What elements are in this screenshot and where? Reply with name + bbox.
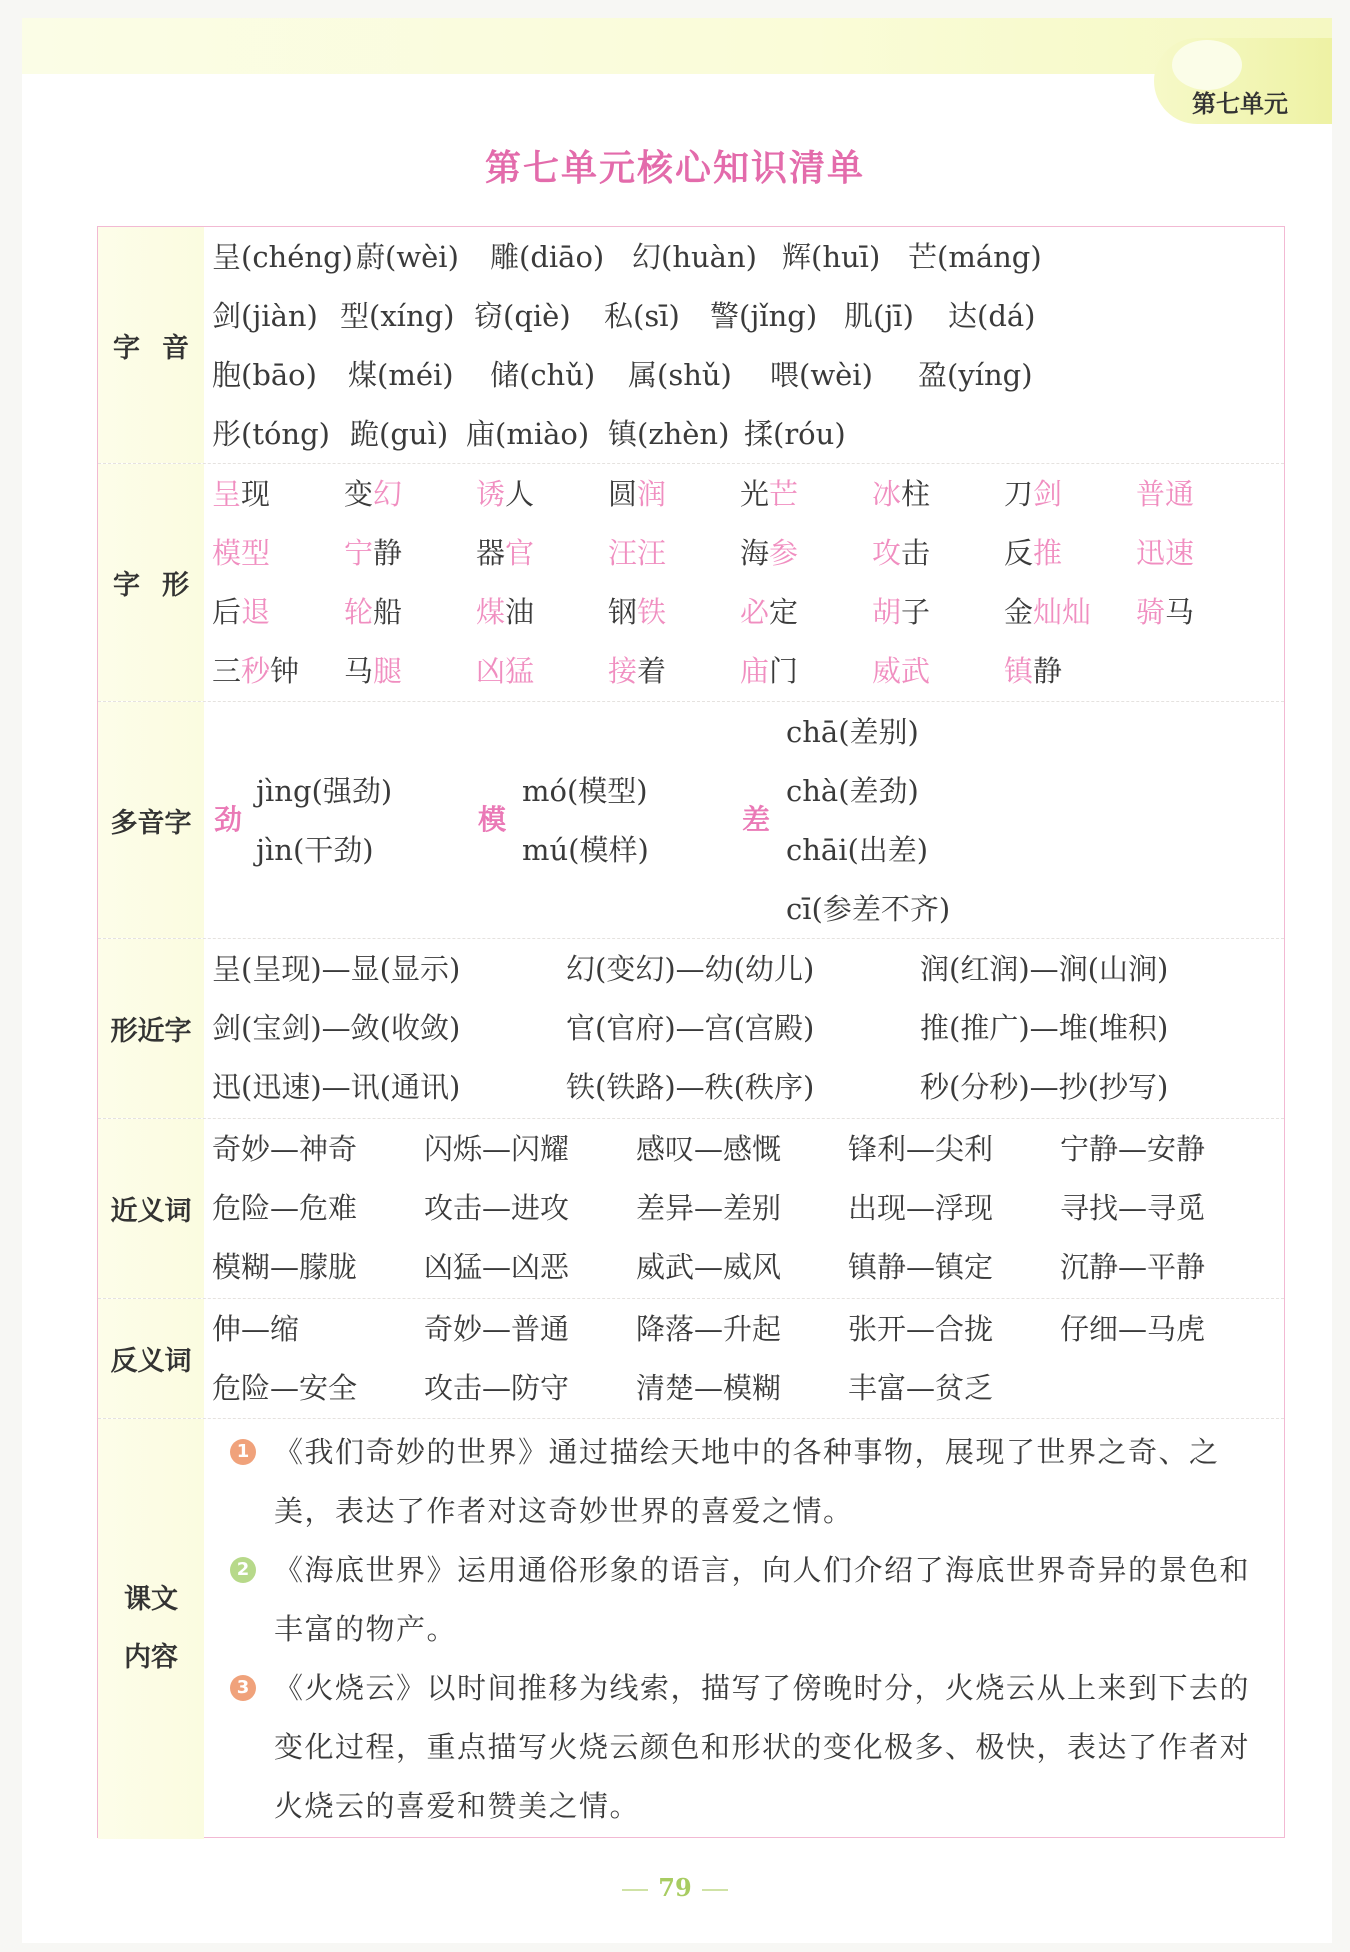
pron-item: 私(sī) [604,299,680,333]
item-number-badge: 1 [230,1439,256,1465]
section-body [204,1299,1284,1418]
unit-tab-label: 第七单元 [1192,90,1288,118]
glyph-word: 凶猛 [476,654,535,688]
section-body [204,227,1284,463]
similar-pair: 润(红润)—涧(山涧) [920,952,1169,986]
pron-item: 幻(huàn) [632,240,757,274]
synonym-pair: 攻击—进攻 [424,1191,570,1225]
synonym-line [204,1178,1284,1237]
pron-item: 窃(qiè) [474,299,571,333]
section-label: 字音 [98,227,204,463]
antonym-pair: 降落—升起 [636,1312,782,1346]
synonym-pair: 锋利—尖利 [848,1132,994,1166]
synonym-pair: 出现—浮现 [848,1191,994,1225]
item-number-badge: 2 [230,1557,256,1583]
synonym-pair: 寻找—寻觅 [1060,1191,1206,1225]
pron-item: 跪(guì) [350,417,449,451]
tab-decoration [1172,40,1242,90]
section-label: 近义词 [98,1119,204,1298]
polyphone-reading: chāi(出差) [786,833,929,867]
section-pronunciation [98,227,1284,464]
pron-item: 储(chǔ) [490,358,596,392]
section-label: 反义词 [98,1299,204,1418]
similar-line [204,939,1284,998]
glyph-word: 庙门 [740,654,799,688]
glyph-line [204,523,1284,582]
glyph-word: 诱人 [476,477,535,511]
section-body [204,1119,1284,1298]
glyph-line [204,464,1284,523]
section-label: 字形 [98,464,204,701]
glyph-word: 变幻 [344,477,403,511]
pron-item: 剑(jiàn) [212,299,318,333]
similar-line [204,998,1284,1057]
antonym-pair: 丰富—贫乏 [848,1371,994,1405]
glyph-word: 威武 [872,654,931,688]
knowledge-table [97,226,1285,1838]
synonym-pair: 凶猛—凶恶 [424,1250,570,1284]
similar-pair: 幻(变幻)—幼(幼儿) [566,952,815,986]
pron-item: 肌(jī) [844,299,914,333]
section-body [204,1419,1284,1839]
synonym-pair: 模糊—朦胧 [212,1250,358,1284]
glyph-word: 呈现 [212,477,271,511]
pron-item: 盈(yíng) [918,358,1033,392]
glyph-word: 器官 [476,536,535,570]
glyph-word: 光芒 [740,477,799,511]
page-title: 第七单元核心知识清单 [484,148,865,189]
synonym-pair: 威武—威风 [636,1250,782,1284]
pron-item: 镇(zhèn) [608,417,730,451]
similar-pair: 官(官府)—宫(宫殿) [566,1011,815,1045]
glyph-word: 冰柱 [872,477,931,511]
glyph-word: 圆润 [608,477,667,511]
antonym-pair: 危险—安全 [212,1371,358,1405]
pron-item: 达(dá) [948,299,1036,333]
pron-item: 煤(méi) [348,358,454,392]
section-content [98,1419,1284,1839]
glyph-word: 刀剑 [1004,477,1063,511]
antonym-line [204,1358,1284,1417]
item-number-badge: 3 [230,1675,256,1701]
antonym-pair: 伸—缩 [212,1312,300,1346]
synonym-pair: 差异—差别 [636,1191,782,1225]
antonym-pair: 仔细—马虎 [1060,1312,1206,1346]
pron-item: 雕(diāo) [490,240,605,274]
polyphone-char: 差 [742,803,771,836]
polyphone-char: 劲 [214,803,243,836]
glyph-word: 钢铁 [608,595,667,629]
antonym-pair: 张开—合拢 [848,1312,994,1346]
pron-item: 警(jǐng) [710,299,818,333]
glyph-word: 骑马 [1136,595,1195,629]
section-label: 多音字 [98,702,204,938]
pron-item: 庙(miào) [466,417,590,451]
section-synonyms [98,1119,1284,1299]
antonym-pair: 攻击—防守 [424,1371,570,1405]
section-body [204,464,1284,701]
polyphone-reading: jìng(强劲) [256,774,393,808]
section-label: 形近字 [98,939,204,1118]
page-number: 79 [0,1873,1350,1902]
polyphone-reading: mó(模型) [522,774,648,808]
similar-pair: 推(推广)—堆(堆积) [920,1011,1169,1045]
similar-pair: 剑(宝剑)—敛(收敛) [212,1011,461,1045]
section-body [204,702,1284,938]
glyph-word: 宁静 [344,536,403,570]
synonym-pair: 闪烁—闪耀 [424,1132,570,1166]
glyph-word: 马腿 [344,654,403,688]
pron-item: 揉(róu) [744,417,846,451]
antonym-line [204,1299,1284,1358]
glyph-word: 接着 [608,654,667,688]
glyph-line [204,641,1284,700]
unit-tab [1154,38,1332,124]
antonym-pair: 清楚—模糊 [636,1371,782,1405]
glyph-word: 反推 [1004,536,1063,570]
synonym-line [204,1119,1284,1178]
section-antonyms [98,1299,1284,1419]
section-label: 课文 内容 [98,1419,204,1839]
glyph-word: 汪汪 [608,536,667,570]
glyph-word: 攻击 [872,536,931,570]
synonym-pair: 镇静—镇定 [848,1250,994,1284]
glyph-word: 煤油 [476,595,535,629]
polyphone-char: 模 [478,803,507,836]
pron-item: 属(shǔ) [628,358,732,392]
pron-item: 辉(huī) [782,240,881,274]
polyphone-reading: jìn(干劲) [256,833,374,867]
pron-item: 型(xíng) [340,299,455,333]
similar-pair: 迅(迅速)—讯(通讯) [212,1070,461,1104]
content-paragraph: 《海底世界》运用通俗形象的语言，向人们介绍了海底世界奇异的景色和丰富的物产。 [274,1553,1251,1646]
antonym-pair: 奇妙—普通 [424,1312,570,1346]
glyph-word: 后退 [212,595,271,629]
pron-line [204,404,1284,463]
similar-pair: 铁(铁路)—秩(秩序) [566,1070,815,1104]
similar-pair: 呈(呈现)—显(显示) [212,952,461,986]
pron-line [204,345,1284,404]
glyph-word: 海参 [740,536,799,570]
polyphone-reading: chà(差劲) [786,774,919,808]
synonym-pair: 宁静—安静 [1060,1132,1206,1166]
polyphone-reading: chā(差别) [786,715,919,749]
similar-pair: 秒(分秒)—抄(抄写) [920,1070,1169,1104]
synonym-pair: 奇妙—神奇 [212,1132,358,1166]
section-body [204,939,1284,1118]
pron-item: 喂(wèi) [770,358,873,392]
glyph-line [204,582,1284,641]
glyph-word: 三秒钟 [212,654,300,688]
pron-item: 彤(tóng) [212,417,330,451]
synonym-pair: 感叹—感慨 [636,1132,782,1166]
pron-item: 胞(bāo) [212,358,317,392]
pron-item: 呈(chéng) [212,240,353,274]
synonym-pair: 沉静—平静 [1060,1250,1206,1284]
glyph-word: 胡子 [872,595,931,629]
glyph-word: 轮船 [344,595,403,629]
section-glyphs [98,464,1284,702]
content-paragraph: 《火烧云》以时间推移为线索，描写了傍晚时分，火烧云从上来到下去的变化过程，重点描写火烧云颜色和形状的变化极多、极快，表达了作者对火烧云的喜爱和赞美之情。 [274,1671,1251,1823]
pron-item: 蔚(wèi) [356,240,459,274]
glyph-word: 镇静 [1004,654,1063,688]
pron-line [204,286,1284,345]
pron-item: 芒(máng) [908,240,1042,274]
glyph-word: 必定 [740,595,799,629]
section-polyphones [98,702,1284,939]
top-band [22,18,1332,74]
content-paragraph: 《我们奇妙的世界》通过描绘天地中的各种事物，展现了世界之奇、之美，表达了作者对这奇妙世界的喜爱之情。 [274,1435,1220,1528]
pron-line [204,227,1284,286]
glyph-word: 普通 [1136,477,1195,511]
polyphone-reading: cī(参差不齐) [786,892,951,926]
polyphone-reading: mú(模样) [522,833,649,867]
glyph-word: 金灿灿 [1004,595,1092,629]
synonym-line [204,1237,1284,1296]
synonym-pair: 危险—危难 [212,1191,358,1225]
glyph-word: 迅速 [1136,536,1195,570]
similar-line [204,1057,1284,1116]
section-similar-chars [98,939,1284,1119]
glyph-word: 模型 [212,536,271,570]
